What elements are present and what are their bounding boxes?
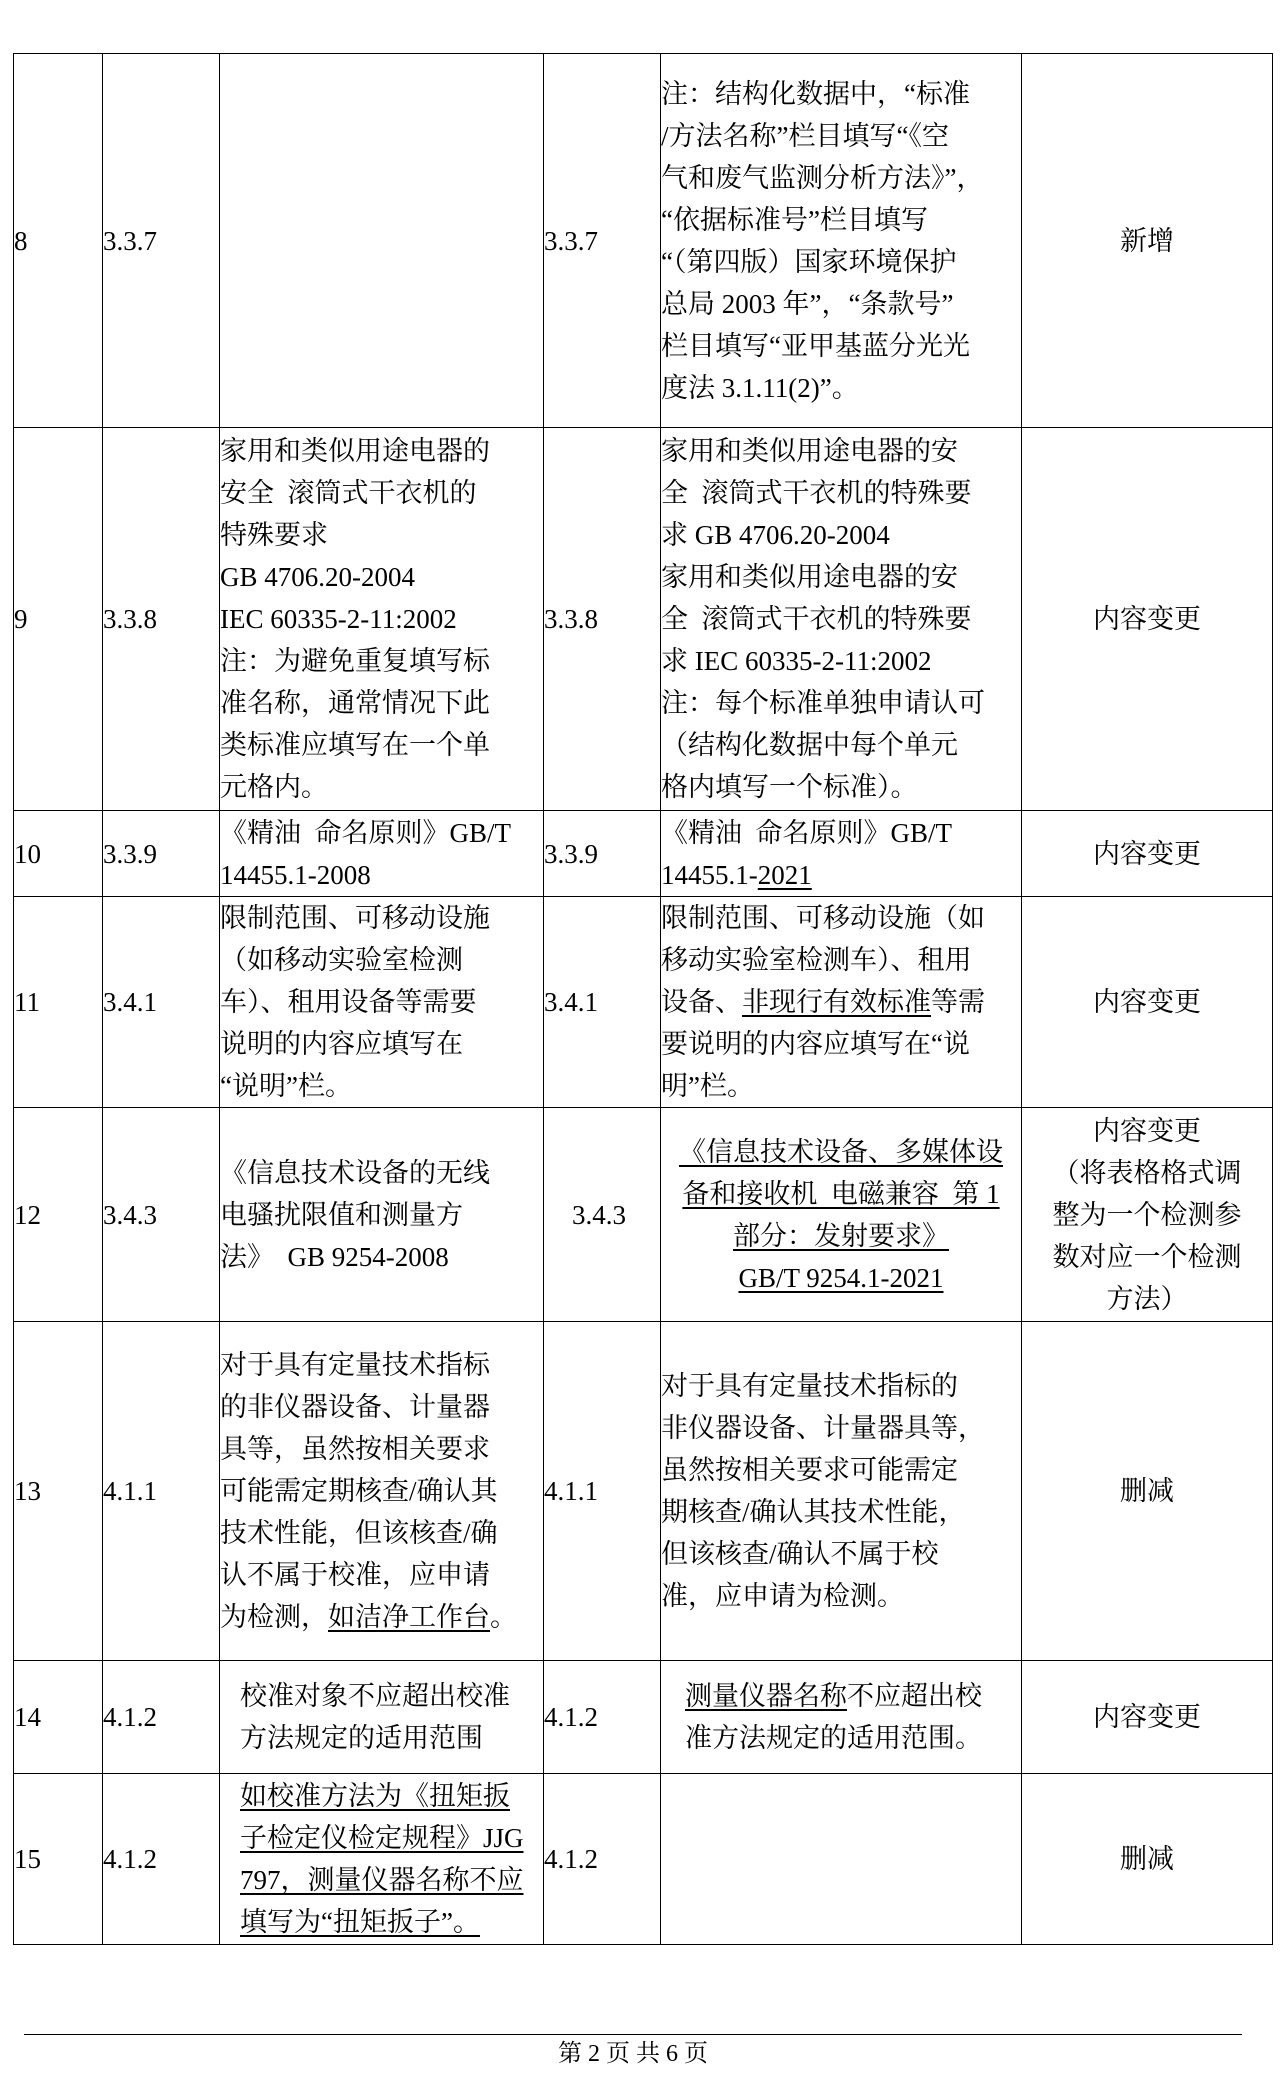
table-row: [14, 1661, 1273, 1774]
text-segment: 对于具有定量技术指标的 非仪器设备、计量器具等， 虽然按相关要求可能需定 期核查/确认其技术性能， 但该核查/确认不属于校 准，应申请为检测。: [661, 1371, 985, 1611]
new-content: [661, 1131, 1021, 1299]
row-number-cell: [14, 54, 103, 428]
change-type: 内容变更: [1093, 838, 1201, 869]
new-content-cell: [661, 897, 1022, 1108]
row-number: 12: [14, 1199, 41, 1230]
old-content-cell: [220, 54, 544, 428]
new-content-cell: [661, 811, 1022, 897]
text-segment: 《精油 命名原则》GB/T 14455.1-: [661, 817, 953, 890]
underlined-text: 如洁净工作台: [328, 1602, 490, 1632]
old-clause-number: 4.1.2: [103, 1702, 157, 1732]
row-number-cell: [14, 1774, 103, 1945]
change-type-cell: [1022, 54, 1273, 428]
new-clause-number: 4.1.1: [544, 1476, 598, 1506]
change-type: 删减: [1120, 1476, 1174, 1506]
new-content-cell: [661, 1322, 1022, 1661]
change-type: 内容变更: [1093, 987, 1201, 1017]
text-segment: 注：结构化数据中，“标准 /方法名称”栏目填写“《空 气和废气监测分析方法》”， “依据标准号”栏目填写 “（第四版）国家环境保护 总局 2003 年”，“条款号” 栏目填写“亚甲基蓝分光光 度法 3.1.11(2)”。: [661, 78, 984, 403]
new-clause-number: 3.3.8: [544, 604, 598, 634]
change-type-cell: [1022, 811, 1273, 897]
old-content: [240, 1675, 543, 1759]
old-content: [240, 1775, 543, 1943]
text-segment: 等需 要说明的内容应填写在“说 明”栏。: [661, 987, 985, 1101]
old-content-cell: [220, 1322, 544, 1661]
underlined-text: 《信息技术设备、多媒体设 备和接收机 电磁兼容 第 1 部分：发射要求》 GB/T 9254.1-2021: [679, 1136, 1003, 1293]
change-type: 内容变更 （将表格格式调 整为一个检测参 数对应一个检测 方法）: [1052, 1115, 1242, 1314]
page-number-footer: 第 2 页 共 6 页: [558, 2041, 708, 2067]
text-segment: 校准对象不应超出校准 方法规定的适用范围: [240, 1681, 510, 1753]
row-number: 14: [14, 1702, 41, 1732]
row-number: 10: [14, 838, 41, 869]
old-content: [220, 430, 543, 808]
new-clause-cell: [544, 1322, 661, 1661]
table-row: [14, 1322, 1273, 1661]
new-clause-cell: [544, 1661, 661, 1774]
row-number-cell: [14, 428, 103, 811]
new-clause-number: 3.3.9: [544, 838, 598, 869]
revision-table: [13, 53, 1273, 1945]
old-clause-cell: [103, 1661, 220, 1774]
new-content: [685, 1675, 1021, 1759]
new-content: [661, 897, 1021, 1107]
new-clause-cell: [544, 54, 661, 428]
old-clause-number: 4.1.2: [103, 1844, 157, 1874]
text-segment: 限制范围、可移动设施 （如移动实验室检测 车）、租用设备等需要 说明的内容应填写在 “说明”栏。: [220, 903, 490, 1101]
text-segment: 对于具有定量技术指标 的非仪器设备、计量器 具等，虽然按相关要求 可能需定期核查/确认其 技术性能，但该核查/确 认不属于校准，应申请 为检测，: [220, 1350, 498, 1632]
change-type-cell: [1022, 1774, 1273, 1945]
table-row: [14, 811, 1273, 897]
new-clause-cell: [544, 428, 661, 811]
old-clause-cell: [103, 811, 220, 897]
new-content-cell: [661, 1661, 1022, 1774]
change-type: 删减: [1120, 1844, 1174, 1874]
old-content-cell: [220, 428, 544, 811]
old-content: [220, 1344, 543, 1638]
old-clause-cell: [103, 897, 220, 1108]
row-number: 11: [14, 987, 40, 1017]
old-clause-number: 3.4.1: [103, 987, 157, 1017]
old-content-cell: [220, 811, 544, 897]
underlined-text: 非现行有效标准: [742, 987, 931, 1017]
old-content-cell: [220, 1108, 544, 1322]
text-segment: 《信息技术设备的无线 电骚扰限值和测量方 法》 GB 9254-2008: [220, 1157, 490, 1272]
new-clause-cell: [544, 1108, 661, 1322]
text-segment: 限制范围、可移动设施（如 移动实验室检测车）、租用 设备、: [661, 903, 985, 1017]
new-content-cell: [661, 428, 1022, 811]
new-clause-cell: [544, 1774, 661, 1945]
table-row: [14, 897, 1273, 1108]
text-segment: 家用和类似用途电器的安 全 滚筒式干衣机的特殊要 求 GB 4706.20-2004 家用和类似用途电器的安 全 滚筒式干衣机的特殊要 求 IEC 60335-2-11:2002 注：每个标准单独申请认可 （结构化数据中每个单元 格内填写一个标准）。: [661, 436, 985, 802]
old-clause-cell: [103, 1774, 220, 1945]
table-row: [14, 1108, 1273, 1322]
old-clause-cell: [103, 54, 220, 428]
new-clause-number: 3.3.7: [544, 225, 598, 256]
row-number: 15: [14, 1844, 41, 1874]
new-clause-number: 4.1.2: [544, 1702, 598, 1732]
old-clause-number: 3.3.9: [103, 838, 157, 869]
text-segment: 。: [490, 1602, 517, 1632]
old-clause-cell: [103, 1108, 220, 1322]
old-content: [220, 812, 543, 896]
old-clause-number: 3.4.3: [103, 1199, 157, 1230]
row-number-cell: [14, 1661, 103, 1774]
text-segment: 不应超出校 准方法规定的适用范围。: [685, 1681, 982, 1753]
row-number-cell: [14, 1322, 103, 1661]
old-content-cell: [220, 1661, 544, 1774]
change-type: 内容变更: [1093, 604, 1201, 634]
row-number: 13: [14, 1476, 41, 1506]
row-number: 9: [14, 604, 28, 634]
text-segment: 《精油 命名原则》GB/T 14455.1-2008: [220, 817, 512, 890]
new-clause-number: 4.1.2: [544, 1844, 598, 1874]
old-clause-number: 3.3.8: [103, 604, 157, 634]
old-content: [220, 897, 543, 1107]
new-clause-number: 3.4.1: [544, 987, 598, 1017]
change-type: 新增: [1120, 225, 1174, 256]
change-type-cell: [1022, 1322, 1273, 1661]
row-number-cell: [14, 897, 103, 1108]
change-type-cell: [1022, 428, 1273, 811]
new-clause-cell: [544, 897, 661, 1108]
underlined-text: 如校准方法为《扭矩扳 子检定仪检定规程》JJG 797，测量仪器名称不应 填写为“扭矩扳子”。: [240, 1781, 524, 1937]
new-clause-cell: [544, 811, 661, 897]
table-row: [14, 1774, 1273, 1945]
underlined-text: 2021: [757, 859, 812, 890]
footer-divider: [24, 2034, 1242, 2035]
old-clause-number: 4.1.1: [103, 1476, 157, 1506]
row-number: 8: [14, 225, 28, 256]
underlined-text: 测量仪器名称: [685, 1681, 847, 1711]
old-content-cell: [220, 1774, 544, 1945]
old-content: [220, 1152, 543, 1278]
old-clause-number: 3.3.7: [103, 225, 157, 256]
new-content-cell: [661, 1108, 1022, 1322]
row-number-cell: [14, 1108, 103, 1322]
change-type-cell: [1022, 897, 1273, 1108]
table-row: [14, 54, 1273, 428]
table-row: [14, 428, 1273, 811]
new-content: [661, 1365, 1021, 1617]
new-content-cell: [661, 1774, 1022, 1945]
change-type: 内容变更: [1093, 1702, 1201, 1732]
old-clause-cell: [103, 1322, 220, 1661]
new-content-cell: [661, 54, 1022, 428]
old-clause-cell: [103, 428, 220, 811]
row-number-cell: [14, 811, 103, 897]
new-content: [661, 430, 1021, 808]
old-content-cell: [220, 897, 544, 1108]
change-type-cell: [1022, 1661, 1273, 1774]
new-content: [661, 812, 1021, 896]
new-clause-number: 3.4.3: [572, 1199, 626, 1230]
text-segment: 家用和类似用途电器的 安全 滚筒式干衣机的 特殊要求 GB 4706.20-2004 IEC 60335-2-11:2002 注：为避免重复填写标 准名称，通常情况下此 类标准应填写在一个单 元格内。: [220, 436, 490, 802]
change-type-cell: [1022, 1108, 1273, 1322]
new-content: [661, 73, 1021, 409]
